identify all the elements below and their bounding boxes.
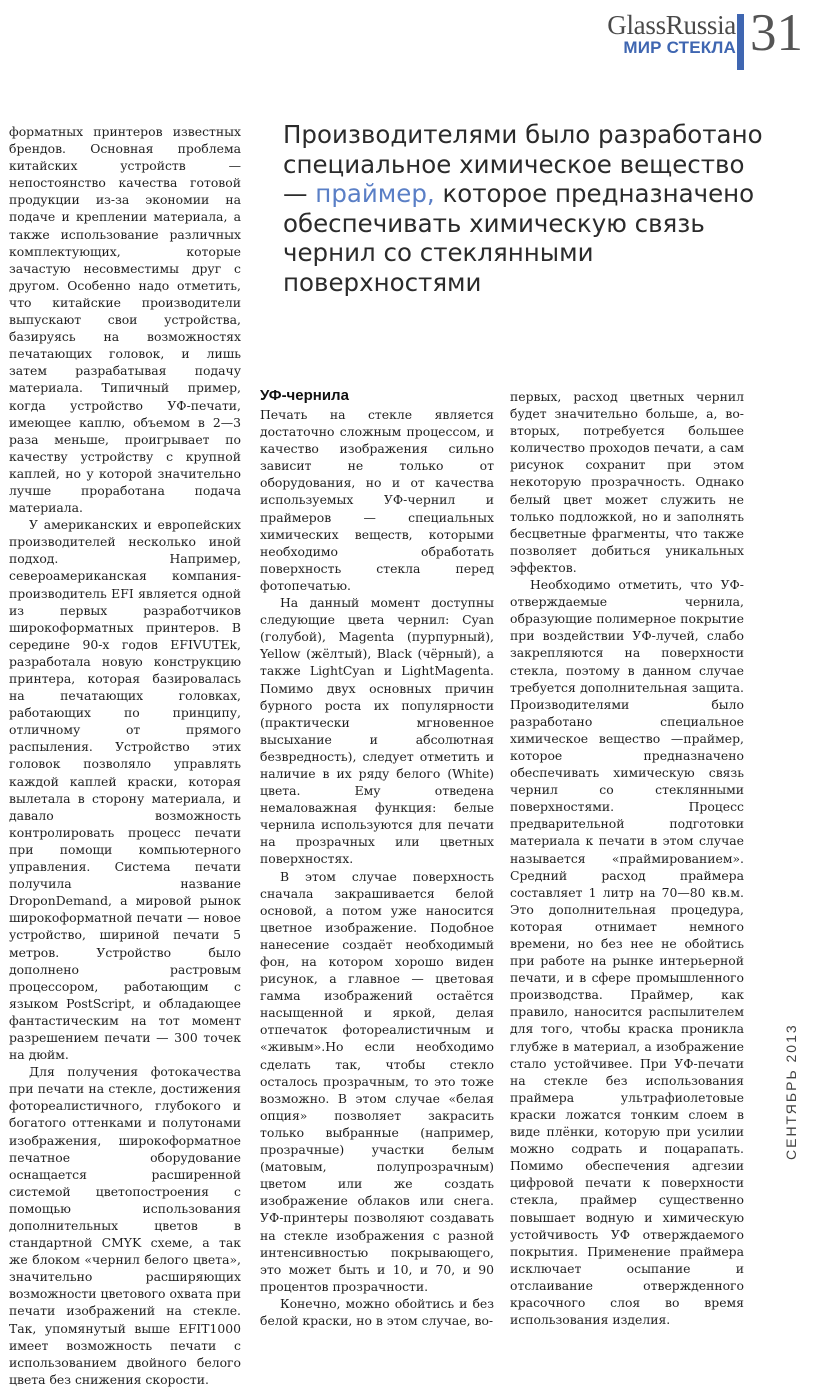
- section-title: МИР СТЕКЛА: [623, 38, 736, 57]
- magazine-brand: GlassRussia: [607, 10, 736, 40]
- paragraph: Необходимо отметить, что УФ-отверждаемые чернила, образующие полимерное покрытие при воздействии УФ-лучей, слабо закрепляются на поверхности стекла, поэтому в данном случае требуется дополнительная защита. Производителями было разработано специальное химическое вещество —праймер, которое предназначено обеспечивать химическую связь чернил со стеклянными поверхностями. Процесс предварительной подготовки материала к печати в этом случае называется «праймированием». Средний расход праймера составляет 1 литр на 70—80 кв.м. Это дополнительная процедура, которая отнимает немного времени, но без нее не обойтись при работе на рынке интерьерной печати, и в сфере промышленного производства. Праймер, как правило, наносится распылителем для того, чтобы краска проникла глубже в материал, а изображение стало устойчивее. При УФ-печати на стекле без использования праймера ультрафиолетовые краски ложатся тонким слоем в виде плёнки, которую при усилии можно содрать и поцарапать. Помимо обеспечения адгезии цифровой печати к поверхности стекла, праймер существенно повышает водную и химическую устойчивость УФ отверждаемого покрытия. Применение праймера исключает осыпание и отслаивание отвержденного красочного слоя во время использования изделия.: [510, 577, 744, 1328]
- paragraph: форматных принтеров известных брендов. Основная проблема китайских устройств — непостоянство качества готовой продукции из-за экономии на подаче и креплении материала, а также использование различных комплектующих, которые зачастую несовместимы друг с другом. Особенно надо отметить, что китайские производители выпускают свои устройства, базируясь на возможностях печатающих головок, и лишь затем разрабатывая подачу материала. Типичный пример, когда устройство УФ-печати, имеющее каплю, объемом в 2—3 раза меньше, проигрывает по качеству устройству с крупной каплей, но у которой значительно лучше проработана подача материала.: [9, 124, 241, 516]
- text-column-1: [9, 123, 241, 1388]
- header-divider: [737, 14, 744, 70]
- paragraph: В этом случае поверхность сначала закрашивается белой основой, а потом уже наносится цветное изображение. Подобное нанесение создаёт необходимый фон, на котором хорошо виден рисунок, а главное — цветовая гамма изображений остаётся насыщенной и яркой, делая отпечаток фотореалистичным и «живым».Но если необходимо сделать так, чтобы стекло осталось прозрачным, то это тоже возможно. В этом случае «белая опция» позволяет закрасить только выбранные (например, прозрачные) участки белым (матовым, полупрозрачным) цветом или же создать изображение облаков или снега. УФ-принтеры позволяют создавать на стекле изображения с разной интенсивностью покрывающего, это может быть и 10, и 70, и 90 процентов прозрачности.: [260, 868, 494, 1294]
- text-column-3: [510, 388, 744, 1328]
- page-number: 31: [750, 4, 803, 62]
- paragraph: У американских и европейских производителей несколько иной подход. Например, североамериканская компания-производитель EFI является одной из первых разработчиков широкоформатных принтеров. В середине 90-х годов EFIVUTEk, разработала новую конструкцию принтера, которая базировалась на печатающих головках, работающих по принципу, отличному от прямого распыления. Устройство этих головок позволяло управлять каждой каплей краски, которая вылетала в сторону материала, и давало возможность контролировать процесс печати при помощи компьютерного управления. Система печати получила название DroponDemand, а мировой рынок широкоформатной печати — новое устройство, шириной печати 5 метров. Устройство было дополнено растровым процессором, работающим с языком PostScript, и обладающее фантастическим на тот момент разрешением печати — 300 точек на дюйм.: [9, 517, 241, 1063]
- paragraph: Для получения фотокачества при печати на стекле, достижения фотореалистичного, глубокого и богатого оттенками и полутонами изображения, широкоформатное печатное оборудование оснащается расширенной системой цветопостроения с помощью использования дополнительных цветов в стандартной CMYK схеме, а так же блоком «чернил белого цвета», значительно расширяющих возможности цветового охвата при печати изображений на стекле. Так, упомянутый выше EFIT1000 имеет возможность печати с использованием двойного белого цвета без снижения скорости.: [9, 1064, 241, 1387]
- text-column-2: [260, 406, 494, 1329]
- issue-date: СЕНТЯБРЬ 2013: [783, 1023, 799, 1160]
- pull-quote-lead: Производителями было разработано специальное химическое вещество —: [283, 120, 763, 208]
- pull-quote-accent: праймер,: [315, 179, 435, 208]
- pull-quote: [283, 120, 763, 297]
- paragraph: На данный момент доступны следующие цвета чернил: Cyan (голубой), Magenta (пурпурный), Yellow (жёлтый), Black (чёрный), а также LightCyan и LightMagenta. Помимо двух основных причин бурного роста их популярности (практически мгновенное высыхание и абсолютная безвредность), следует отметить и наличие в их ряду белого (White) цвета. Ему отведена немаловажная функция: белые чернила используются для печати на прозрачных или цветных поверхностях.: [260, 595, 494, 867]
- section-heading: УФ-чернила: [260, 387, 349, 404]
- paragraph: Печать на стекле является достаточно сложным процессом, и качество изображения сильно зависит не только от оборудования, но и от качества используемых УФ-чернил и праймеров — специальных химических веществ, которыми необходимо обработать поверхность стекла перед фотопечатью.: [260, 407, 494, 593]
- paragraph: Конечно, можно обойтись и без белой краски, но в этом случае, во-: [260, 1295, 494, 1328]
- paragraph: первых, расход цветных чернил будет значительно больше, а, во-вторых, потребуется большее количество проходов печати, а сам рисунок сохранит при этом некоторую прозрачность. Однако белый цвет может служить не только подложкой, но и заполнять бесцветные фрагменты, что также позволяет добиться уникальных эффектов.: [510, 389, 744, 575]
- pull-quote-tail: которое предназначено обеспечивать химическую связь чернил со стеклянными поверхностями: [283, 179, 755, 297]
